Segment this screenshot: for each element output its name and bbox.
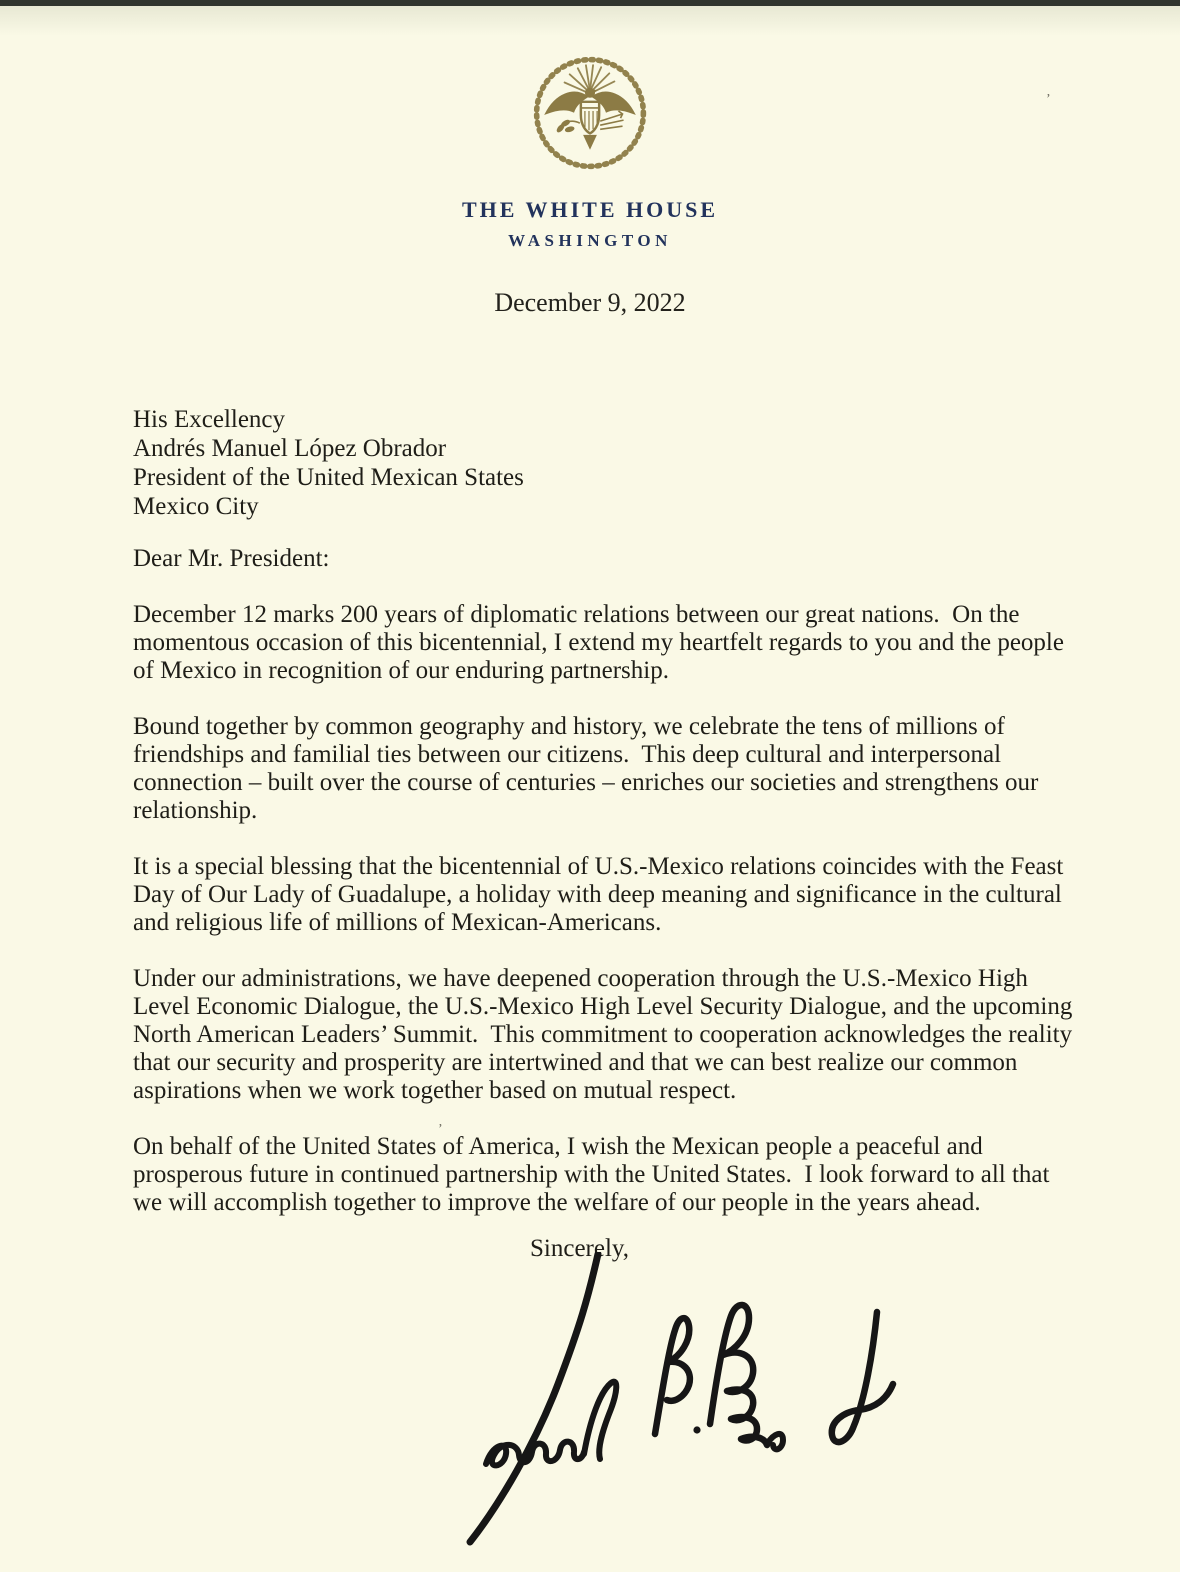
- paragraph-4: Under our administrations, we have deepened cooperation through the U.S.-Mexico High Level Economic Dialogue, the U.S.-Mexico High Level Security Dialogue, and the upcoming North American Leaders’ Summit. This commitment to cooperation acknowledges the reality that our security and prosperity are intertwined and that we can best realize our common aspirations when we work together based on mutual respect.: [133, 965, 1079, 1104]
- recipient-honorific: His Excellency: [133, 406, 286, 433]
- recipient-city: Mexico City: [133, 493, 259, 520]
- scan-speck: ’: [438, 1122, 443, 1137]
- paragraph-1: December 12 marks 200 years of diplomatic relations between our great nations. On the momentous occasion of this bicentennial, I extend my heartfelt regards to you and the people of Mexico in recognition of our enduring partnership.: [133, 601, 1071, 684]
- paragraph-5: On behalf of the United States of America, I wish the Mexican people a peaceful and prosperous future in continued partnership with the United States. I look forward to all that we will accomplish together to improve the welfare of our people in the years ahead.: [133, 1133, 1056, 1216]
- valediction: Sincerely,: [530, 1235, 630, 1262]
- paragraph-2: Bound together by common geography and history, we celebrate the tens of millions of friendships and familial ties between our citizens. This deep cultural and interpersonal connection – built over the course of centuries – enriches our societies and strengthens our relationship.: [133, 713, 1045, 824]
- recipient-name: Andrés Manuel López Obrador: [133, 435, 447, 462]
- letter-body: [133, 405, 1083, 1263]
- scan-speck: ’: [1046, 92, 1051, 107]
- presidential-seal-icon: [529, 52, 651, 174]
- signature-joseph-r-biden-jr: [430, 1252, 990, 1568]
- recipient-block: [133, 405, 1083, 521]
- salutation: Dear Mr. President:: [133, 545, 330, 572]
- recipient-title: President of the United Mexican States: [133, 464, 524, 491]
- letter-date: December 9, 2022: [494, 288, 686, 317]
- paragraph-3: It is a special blessing that the bicentennial of U.S.-Mexico relations coincides with the Feast Day of Our Lady of Guadalupe, a holiday with deep meaning and significance in the cultural and religious life of millions of Mexican-Americans.: [133, 853, 1070, 936]
- letterhead-subtitle: WASHINGTON: [508, 231, 672, 250]
- letterhead-title: THE WHITE HOUSE: [461, 197, 719, 222]
- scan-edge-shadow: [0, 6, 1180, 36]
